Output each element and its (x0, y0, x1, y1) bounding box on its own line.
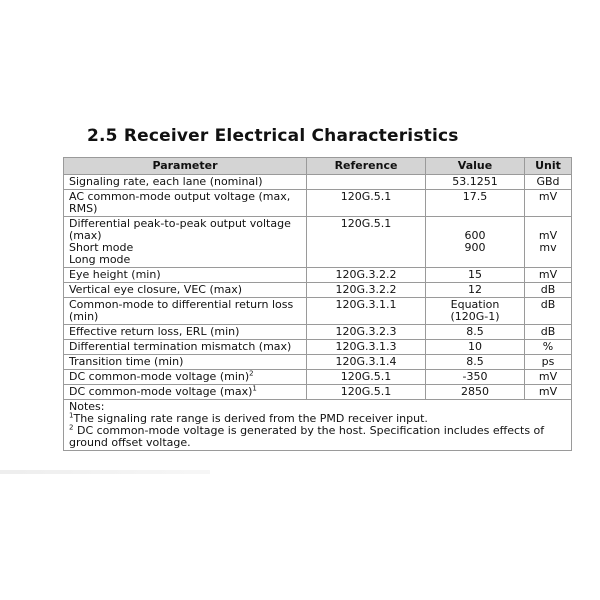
unit-cell: dB (525, 283, 572, 298)
value-long: 900 (464, 241, 486, 254)
ref-cell: 120G.3.2.2 (307, 268, 426, 283)
footnote-marker: 1 (252, 384, 257, 393)
ref-cell: 120G.3.1.1 (307, 298, 426, 325)
value-cell: 8.5 (426, 355, 525, 370)
param-cell: Vertical eye closure, VEC (max) (64, 283, 307, 298)
param-cell: Effective return loss, ERL (min) (64, 325, 307, 340)
unit-cell: dB (525, 325, 572, 340)
unit-cell: GBd (525, 175, 572, 190)
faint-footer-line (0, 470, 210, 474)
unit-cell: ps (525, 355, 572, 370)
param-sub-short: Short mode (69, 241, 134, 254)
table-row (64, 325, 572, 340)
ref-cell: 120G.3.1.4 (307, 355, 426, 370)
param-cell (64, 217, 307, 268)
ref-cell: 120G.5.1 (307, 190, 426, 217)
value-cell: 53.1251 (426, 175, 525, 190)
table-header-row (64, 158, 572, 175)
value-cell: -350 (426, 370, 525, 385)
ref-cell: 120G.5.1 (307, 385, 426, 400)
value-cell (426, 217, 525, 268)
value-cell: 2850 (426, 385, 525, 400)
value-cell: 17.5 (426, 190, 525, 217)
note-1-marker: 1 (69, 411, 74, 420)
table-row (64, 283, 572, 298)
table-row (64, 298, 572, 325)
param-cell (64, 385, 307, 400)
param-text: DC common-mode voltage (min) (69, 370, 250, 383)
unit-cell: mV (525, 190, 572, 217)
value-cell: 10 (426, 340, 525, 355)
table-row (64, 355, 572, 370)
footnote-marker: 2 (249, 369, 254, 378)
value-cell: 12 (426, 283, 525, 298)
header-reference: Reference (307, 158, 426, 175)
notes-row (64, 400, 572, 451)
note-2-marker: 2 (69, 423, 74, 432)
value-equation: Equation (450, 298, 500, 311)
unit-cell: mV (525, 385, 572, 400)
param-sub-long: Long mode (69, 253, 131, 266)
note-1-text: The signaling rate range is derived from the PMD receiver input. (73, 412, 428, 425)
ref-cell: 120G.5.1 (307, 217, 426, 268)
unit-cell: % (525, 340, 572, 355)
param-cell: Differential termination mismatch (max) (64, 340, 307, 355)
value-short: 600 (464, 229, 486, 242)
ref-cell: 120G.5.1 (307, 370, 426, 385)
param-cell: Signaling rate, each lane (nominal) (64, 175, 307, 190)
ref-cell: 120G.3.1.3 (307, 340, 426, 355)
param-cell (64, 370, 307, 385)
param-cell: Transition time (min) (64, 355, 307, 370)
note-2 (69, 425, 566, 449)
unit-cell: dB (525, 298, 572, 325)
value-equation-ref: (120G-1) (450, 310, 500, 323)
unit-cell (525, 217, 572, 268)
notes-cell (64, 400, 572, 451)
unit-short: mV (538, 229, 558, 242)
table-row (64, 370, 572, 385)
ref-cell: 120G.3.2.3 (307, 325, 426, 340)
notes-heading: Notes: (69, 400, 105, 413)
value-cell (426, 298, 525, 325)
value-cell: 8.5 (426, 325, 525, 340)
param-main: Differential peak-to-peak output voltage (max) (69, 217, 291, 242)
ref-cell: 120G.3.2.2 (307, 283, 426, 298)
table-row (64, 217, 572, 268)
unit-cell: mV (525, 268, 572, 283)
table-row (64, 268, 572, 283)
note-2-text: DC common-mode voltage is generated by the host. Specification includes effects of ground offset voltage. (69, 424, 545, 449)
header-value: Value (426, 158, 525, 175)
section-title: 2.5 Receiver Electrical Characteristics (87, 126, 459, 146)
value-cell: 15 (426, 268, 525, 283)
header-parameter: Parameter (64, 158, 307, 175)
table-row (64, 385, 572, 400)
receiver-characteristics-table (63, 157, 572, 451)
header-unit: Unit (525, 158, 572, 175)
param-cell: Eye height (min) (64, 268, 307, 283)
table-row (64, 190, 572, 217)
table-row (64, 340, 572, 355)
param-cell: Common-mode to differential return loss (min) (64, 298, 307, 325)
param-cell: AC common-mode output voltage (max, RMS) (64, 190, 307, 217)
table-row (64, 175, 572, 190)
unit-long: mv (539, 241, 557, 254)
ref-cell (307, 175, 426, 190)
unit-cell: mV (525, 370, 572, 385)
param-text: DC common-mode voltage (max) (69, 385, 253, 398)
